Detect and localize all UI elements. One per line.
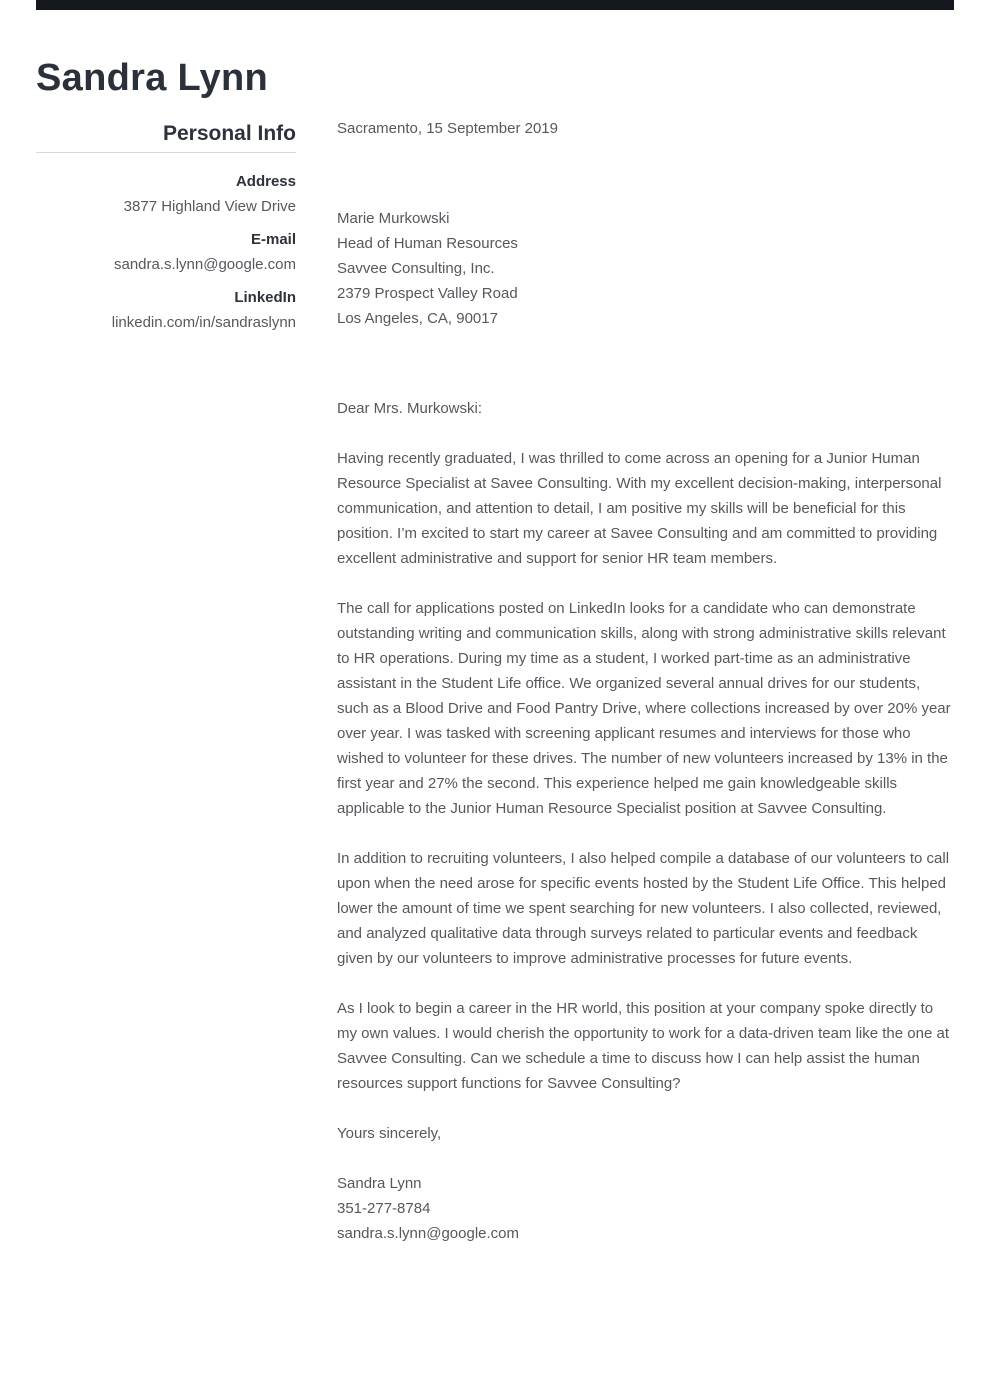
recipient-company: Savvee Consulting, Inc.	[337, 260, 495, 277]
date-line: Sacramento, 15 September 2019	[337, 120, 558, 137]
info-group-email	[36, 227, 296, 277]
personal-info-sidebar	[36, 122, 296, 343]
signature-phone: 351-277-8784	[337, 1200, 431, 1217]
paragraph-values: As I look to begin a career in the HR world, this position at your company spoke directly to my own values. I would cherish the opportunity to work for a data-driven team like the one at Savvee Consulting. Can we schedule a time to discuss how I can help assist the human resources support functions for Savvee Consulting?	[337, 1000, 949, 1092]
linkedin-value: linkedin.com/in/sandraslynn	[111, 314, 296, 331]
paragraph-experience: The call for applications posted on LinkedIn looks for a candidate who can demonstrate outstanding writing and communication skills, along with strong administrative skills relevant to HR operations. During my time as a student, I worked part-time as an administrative assistant in the Student Life office. We organized several annual drives for our students, such as a Blood Drive and Food Pantry Drive, where collections increased by over 20% year over year. I was tasked with screening applicant resumes and interviews for those who wished to volunteer for these drives. The number of new volunteers increased by 13% in the first year and 27% the second. This experience helped me gain knowledgeable skills applicable to the Junior Human Resource Specialist position at Savvee Consulting.	[337, 600, 951, 817]
salutation: Dear Mrs. Murkowski:	[337, 400, 483, 417]
address-label: Address	[235, 173, 296, 190]
closing-line: Yours sincerely,	[337, 1125, 442, 1142]
recipient-block	[337, 206, 952, 331]
linkedin-label: LinkedIn	[234, 289, 296, 306]
recipient-name: Marie Murkowski	[337, 210, 450, 227]
paragraph-intro: Having recently graduated, I was thrilled to come across an opening for a Junior Human Resource Specialist at Savee Consulting. With my excellent decision-making, interpersonal communication, and attention to detail, I am positive my skills will be beneficial for this position. I’m excited to start my career at Savee Consulting and am committed to providing excellent administrative and support for senior HR team members.	[337, 450, 942, 567]
signature-email: sandra.s.lynn@google.com	[337, 1225, 519, 1242]
email-value: sandra.s.lynn@google.com	[114, 256, 296, 273]
signature-block	[337, 1171, 952, 1246]
address-value: 3877 Highland View Drive	[123, 198, 296, 215]
recipient-job-title: Head of Human Resources	[337, 235, 518, 252]
sidebar-section-title: Personal Info	[36, 122, 296, 153]
recipient-city: Los Angeles, CA, 90017	[337, 310, 498, 327]
top-accent-bar	[36, 0, 954, 10]
info-group-linkedin	[36, 285, 296, 335]
recipient-street: 2379 Prospect Valley Road	[337, 285, 518, 302]
info-group-address	[36, 169, 296, 219]
letter-body	[337, 116, 952, 1246]
applicant-name-title: Sandra Lynn	[36, 57, 269, 100]
paragraph-database: In addition to recruiting volunteers, I also helped compile a database of our volunteers to call upon when the need arose for specific events hosted by the Student Life Office. This helped lower the amount of time we spent searching for new volunteers. I also collected, reviewed, and analyzed qualitative data through surveys related to particular events and feedback given by our volunteers to improve administrative processes for future events.	[337, 850, 950, 967]
email-label: E-mail	[250, 231, 296, 248]
signature-name: Sandra Lynn	[337, 1175, 422, 1192]
